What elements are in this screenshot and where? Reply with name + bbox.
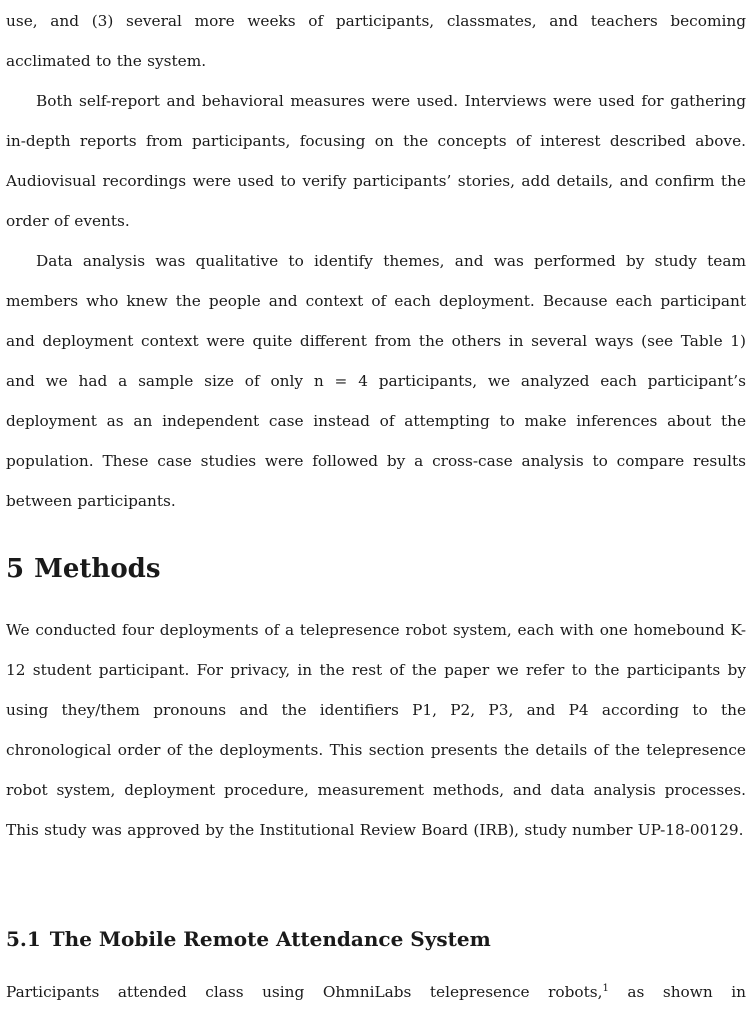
paragraph-system-end: as shown in bbox=[608, 983, 746, 1001]
section-body bbox=[6, 610, 746, 850]
paragraph-system bbox=[6, 972, 746, 1012]
paragraph-continuation: use, and (3) several more weeks of participants, classmates, and teachers becoming acclimated to the system. bbox=[6, 12, 746, 70]
section-number: 5 bbox=[6, 554, 25, 584]
subsection-heading bbox=[6, 926, 491, 952]
paragraph-system-start: Participants attended class using OhmniLabs telepresence robots, bbox=[6, 983, 603, 1001]
body-text-top bbox=[6, 1, 746, 521]
paper-page bbox=[6, 0, 746, 1001]
paragraph-methods: We conducted four deployments of a telepresence robot system, each with one homebound K-12 student participant. For privacy, in the rest of the paper we refer to the participants by using they/them pronouns and the identifiers P1, P2, P3, and P4 according to the chronological order of the deployments. This section presents the details of the telepresence robot system, deployment procedure, measurement methods, and data analysis processes. This study was approved by the Institutional Review Board (IRB), study number UP-18-00129. bbox=[6, 621, 746, 839]
footnote-marker: 1 bbox=[602, 982, 609, 994]
section-heading bbox=[6, 554, 161, 584]
subsection-number: 5.1 bbox=[6, 927, 41, 951]
paragraph-measures: Both self-report and behavioral measures were used. Interviews were used for gathering in-depth reports from participants, focusing on the concepts of interest described above. Audiovisual recordings were used to verify participants’ stories, add details, and confirm the order of events. bbox=[6, 92, 746, 230]
paragraph-analysis: Data analysis was qualitative to identify themes, and was performed by study team members who knew the people and context of each deployment. Because each participant and deployment context were quite different from the others in several ways (see Table 1) and we had a sample size of only n = 4 participants, we analyzed each participant’s deployment as an independent case instead of attempting to make inferences about the population. These case studies were followed by a cross-case analysis to compare results between participants. bbox=[6, 252, 746, 510]
section-title: Methods bbox=[34, 554, 161, 584]
subsection-body bbox=[6, 972, 746, 1012]
subsection-title: The Mobile Remote Attendance System bbox=[49, 927, 491, 951]
